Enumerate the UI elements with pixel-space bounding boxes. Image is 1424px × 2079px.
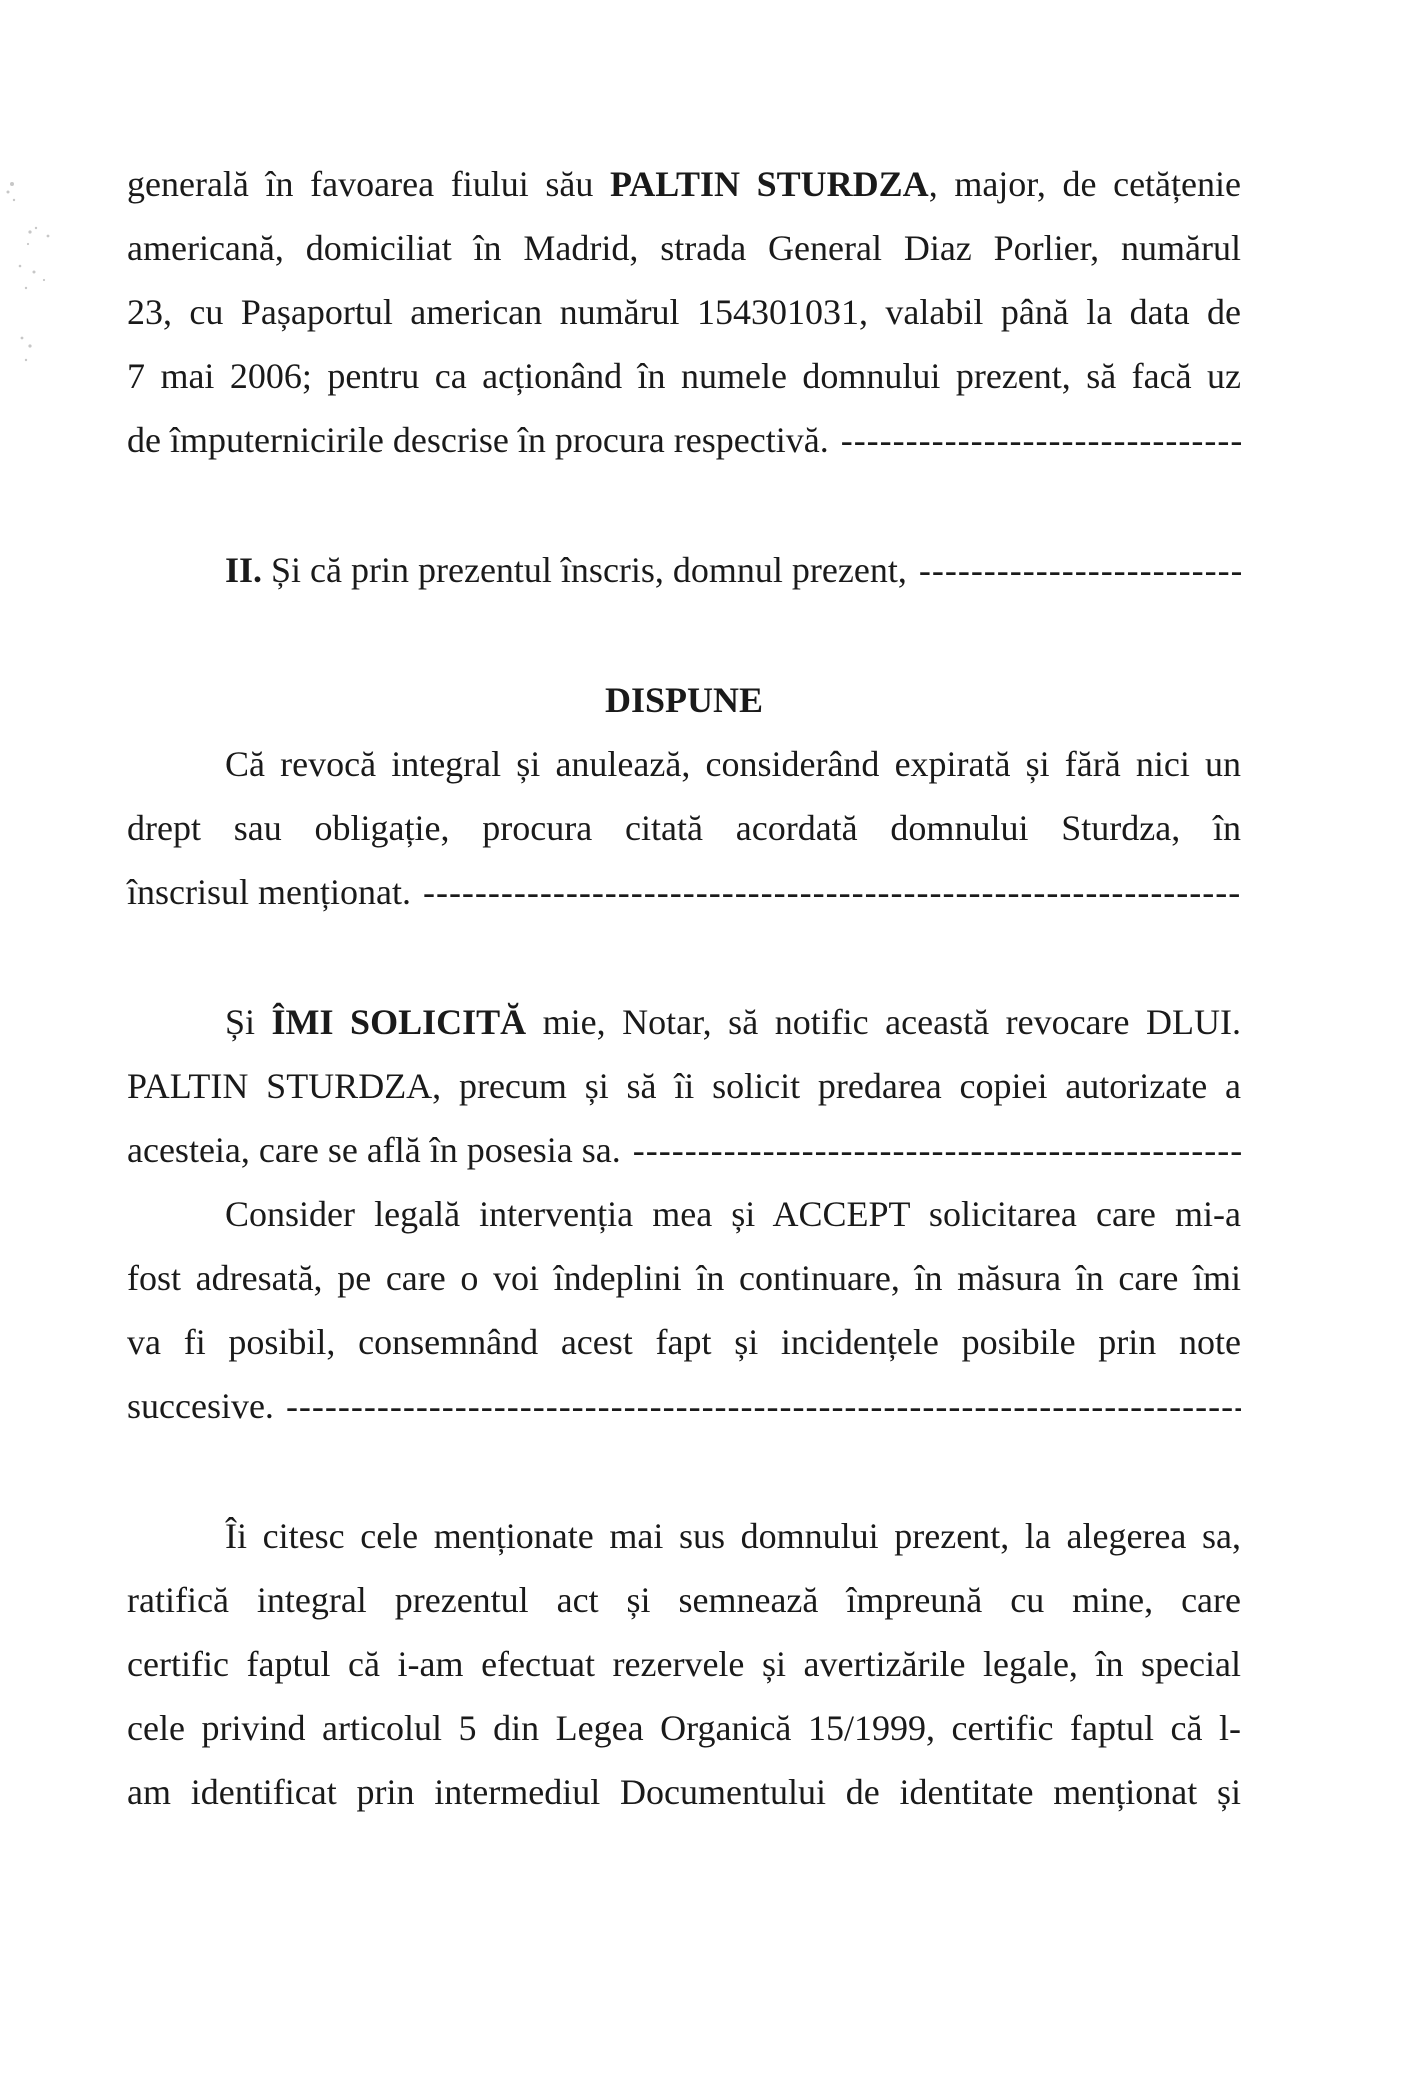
grantee-name: PALTIN STURDZA	[609, 164, 929, 204]
paragraph1-line2: americană, domiciliat în Madrid, strada General Diaz Porlier, numărul	[127, 228, 1241, 268]
paragraph4-line2: fost adresată, pe care o voi îndeplini în continuare, în măsura în care îmi	[127, 1258, 1241, 1298]
paragraph5-line4: cele privind articolul 5 din Legea Organică 15/1999, certific faptul că l-	[127, 1708, 1241, 1748]
dash-filler	[841, 418, 1241, 462]
paragraph5-line3: certific faptul că i-am efectuat rezervele și avertizările legale, în special	[127, 1644, 1241, 1684]
heading-dispune: DISPUNE	[604, 680, 764, 720]
paragraph1-line1: generală în favoarea fiului său PALTIN STURDZA, major, de cetățenie	[127, 164, 1242, 204]
section-numeral: II.	[225, 550, 263, 590]
paragraph5-line1: Îi citesc cele menționate mai sus domnului prezent, la alegerea sa,	[225, 1516, 1241, 1556]
paragraph3-line2: PALTIN STURDZA, precum și să îi solicit predarea copiei autorizate a	[127, 1066, 1241, 1106]
request-emphasis: ÎMI SOLICITĂ	[271, 1002, 527, 1042]
paragraph3-line1: Și ÎMI SOLICITĂ mie, Notar, să notific această revocare DLUI.	[225, 1002, 1241, 1042]
dash-filler	[423, 870, 1241, 914]
paragraph5-line2: ratifică integral prezentul act și semnează împreună cu mine, care	[127, 1580, 1241, 1620]
paragraph3-line3: acesteia, care se află în posesia sa. -----	[127, 1128, 1241, 1172]
paragraph1-line3: 23, cu Pașaportul american numărul 154301031, valabil până la data de	[127, 292, 1241, 332]
dash-filler	[286, 1384, 1241, 1428]
paragraph4-line1: Consider legală intervenția mea și ACCEPT solicitarea care mi-a	[225, 1194, 1241, 1234]
paragraph4-line3: va fi posibil, consemnând acest fapt și incidențele posibile prin note	[127, 1322, 1241, 1362]
margin-stamp-marks	[0, 170, 70, 390]
paragraph2-line1: Că revocă integral și anulează, considerând expirată și fără nici un	[225, 744, 1241, 784]
dash-filler	[919, 548, 1241, 592]
paragraph2-line3: înscrisul menționat. -----	[127, 870, 1241, 914]
paragraph1-line4: 7 mai 2006; pentru ca acționând în numele domnului prezent, să facă uz	[127, 356, 1241, 396]
paragraph1-line5: de împuternicirile descrise în procura respectivă. -----	[127, 418, 1241, 462]
section2-line: II. Și că prin prezentul înscris, domnul prezent, -----	[225, 548, 1241, 592]
paragraph2-line2: drept sau obligație, procura citată acordată domnului Sturdza, în	[127, 808, 1241, 848]
paragraph5-line5: am identificat prin intermediul Documentului de identitate menționat și	[127, 1772, 1241, 1812]
paragraph4-line4: succesive. -----	[127, 1384, 1241, 1428]
dash-filler	[633, 1128, 1241, 1172]
